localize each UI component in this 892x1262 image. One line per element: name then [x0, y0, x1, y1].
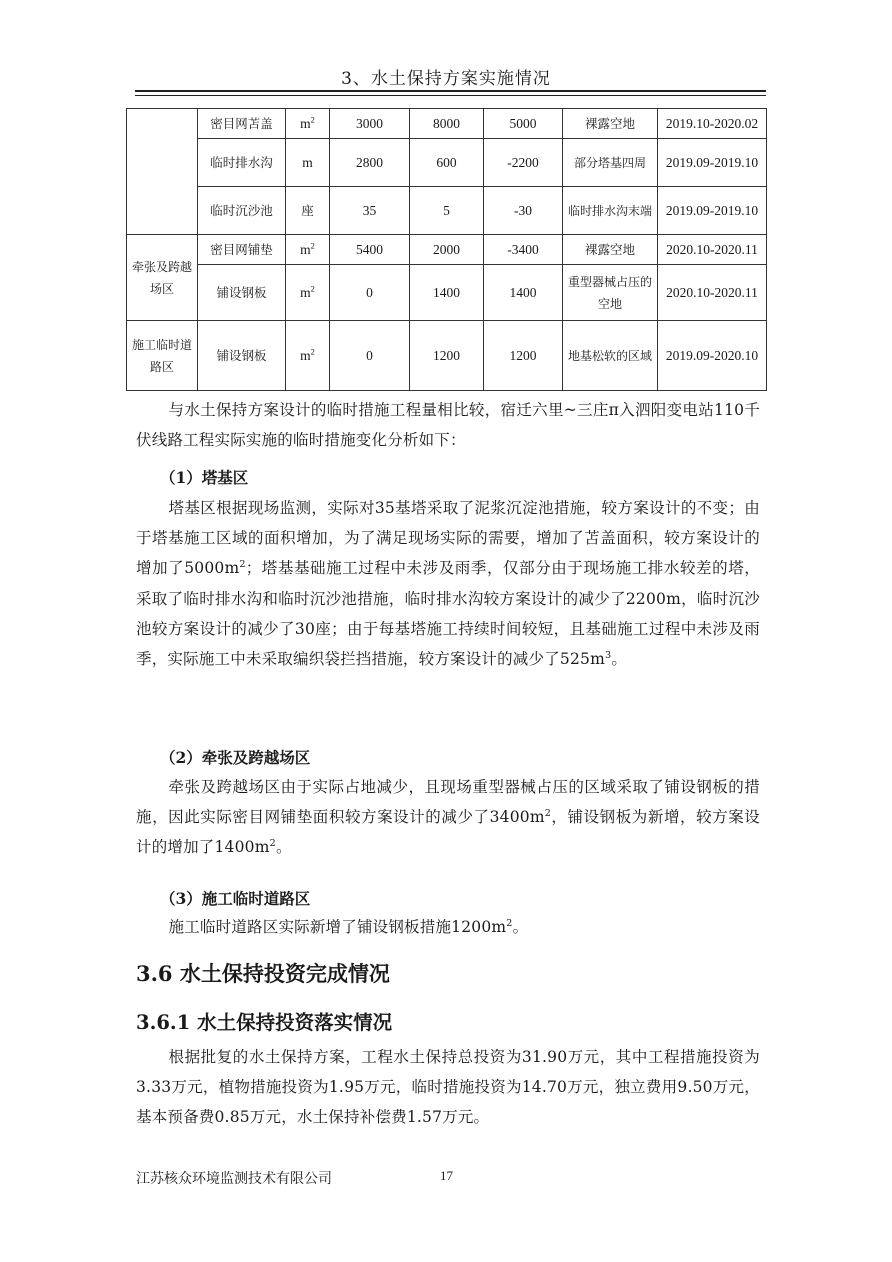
measure-cell: 铺设钢板	[198, 321, 286, 391]
measure-cell: 临时排水沟	[198, 139, 286, 187]
heading-3-6-1: 3.6.1 水土保持投资落实情况	[136, 1011, 393, 1034]
header-rule-thick	[135, 90, 766, 92]
period-cell: 2020.10-2020.11	[658, 265, 767, 321]
intro-paragraph: 与水土保持方案设计的临时措施工程量相比较，宿迁六里~三庄π入泗阳变电站110千伏线路工程实际实施的临时措施变化分析如下：	[136, 401, 760, 450]
page-number: 17	[440, 1168, 453, 1183]
period-cell: 2020.10-2020.11	[658, 235, 767, 265]
table-row	[127, 109, 767, 139]
actual-cell: 2000	[410, 235, 484, 265]
period-cell: 2019.10-2020.02	[658, 109, 767, 139]
header-rule-thin	[135, 95, 766, 96]
table-row	[127, 321, 767, 391]
location-cell: 重型器械占压的空地	[563, 265, 658, 321]
area-cell: 施工临时道路区	[127, 321, 198, 391]
table-row	[127, 265, 767, 321]
heading-3-6: 3.6 水土保持投资完成情况	[136, 961, 390, 986]
section-title-tower-area: （1）塔基区	[160, 468, 249, 487]
period-cell: 2019.09-2019.10	[658, 187, 767, 235]
design-cell: 35	[330, 187, 410, 235]
actual-cell: 1400	[410, 265, 484, 321]
design-cell: 3000	[330, 109, 410, 139]
change-cell: -3400	[484, 235, 563, 265]
footer-company: 江苏核众环境监测技术有限公司	[136, 1171, 332, 1187]
change-cell: -2200	[484, 139, 563, 187]
table-row	[127, 235, 767, 265]
design-cell: 0	[330, 265, 410, 321]
measure-cell: 密目网苫盖	[198, 109, 286, 139]
change-cell: -30	[484, 187, 563, 235]
period-cell: 2019.09-2020.10	[658, 321, 767, 391]
paragraph-tower-area: 塔基区根据现场监测，实际对35基塔采取了泥浆沉淀池措施，较方案设计的不变；由于塔基施工区域的面积增加，为了满足现场实际的需要，增加了苫盖面积，较方案设计的增加了$5000m^2$；塔基基础施工过程中未涉及雨季，仅部分由于现场施工排水较差的塔，采取了临时排水沟和临时沉沙池措施，临时排水沟较方案设计的减少了2200m，临时沉沙池较方案设计的减少了30座；由于每基塔施工持续时间较短，且基础施工过程中未涉及雨季，实际施工中未采取编织袋拦挡措施，较方案设计的减少了$525m^3$。	[136, 499, 761, 669]
unit-cell: $m^2$	[286, 235, 330, 265]
area-cell: 牵张及跨越场区	[127, 235, 198, 321]
unit-cell: $m^2$	[286, 265, 330, 321]
period-cell: 2019.09-2019.10	[658, 139, 767, 187]
change-cell: 1400	[484, 265, 563, 321]
actual-cell: 1200	[410, 321, 484, 391]
area-cell	[127, 109, 198, 235]
unit-cell: $m^2$	[286, 321, 330, 391]
change-cell: 5000	[484, 109, 563, 139]
table-row	[127, 187, 767, 235]
measure-cell: 密目网铺垫	[198, 235, 286, 265]
page-header-title: 3、水土保持方案实施情况	[341, 69, 551, 89]
measure-cell: 铺设钢板	[198, 265, 286, 321]
measure-cell: 临时沉沙池	[198, 187, 286, 235]
unit-cell: m	[286, 139, 330, 187]
design-cell: 2800	[330, 139, 410, 187]
paragraph-tension-area: 牵张及跨越场区由于实际占地减少，且现场重型器械占压的区域采取了铺设钢板的措施，因此实际密目网铺垫面积较方案设计的减少了$3400m^2$，铺设钢板为新增，较方案设计的增加了$1400m^2$。	[136, 778, 761, 857]
design-cell: 5400	[330, 235, 410, 265]
section-title-road-area: （3）施工临时道路区	[160, 889, 311, 908]
actual-cell: 600	[410, 139, 484, 187]
change-cell: 1200	[484, 321, 563, 391]
actual-cell: 8000	[410, 109, 484, 139]
unit-cell: $m^2$	[286, 109, 330, 139]
section-title-tension-area: （2）牵张及跨越场区	[160, 748, 311, 767]
unit-cell: 座	[286, 187, 330, 235]
location-cell: 裸露空地	[563, 235, 658, 265]
location-cell: 地基松软的区域	[563, 321, 658, 391]
actual-cell: 5	[410, 187, 484, 235]
paragraph-road-area: 施工临时道路区实际新增了铺设钢板措施$1200m^2$。	[168, 917, 529, 936]
paragraph-investment: 根据批复的水土保持方案，工程水土保持总投资为31.90万元，其中工程措施投资为3.33万元，植物措施投资为1.95万元，临时措施投资为14.70万元，独立费用9.50万元，基本预备费0.85万元，水土保持补偿费1.57万元。	[136, 1048, 760, 1127]
design-cell: 0	[330, 321, 410, 391]
temporary-measures-table	[126, 108, 767, 391]
table-row	[127, 139, 767, 187]
location-cell: 临时排水沟末端	[563, 187, 658, 235]
location-cell: 部分塔基四周	[563, 139, 658, 187]
location-cell: 裸露空地	[563, 109, 658, 139]
